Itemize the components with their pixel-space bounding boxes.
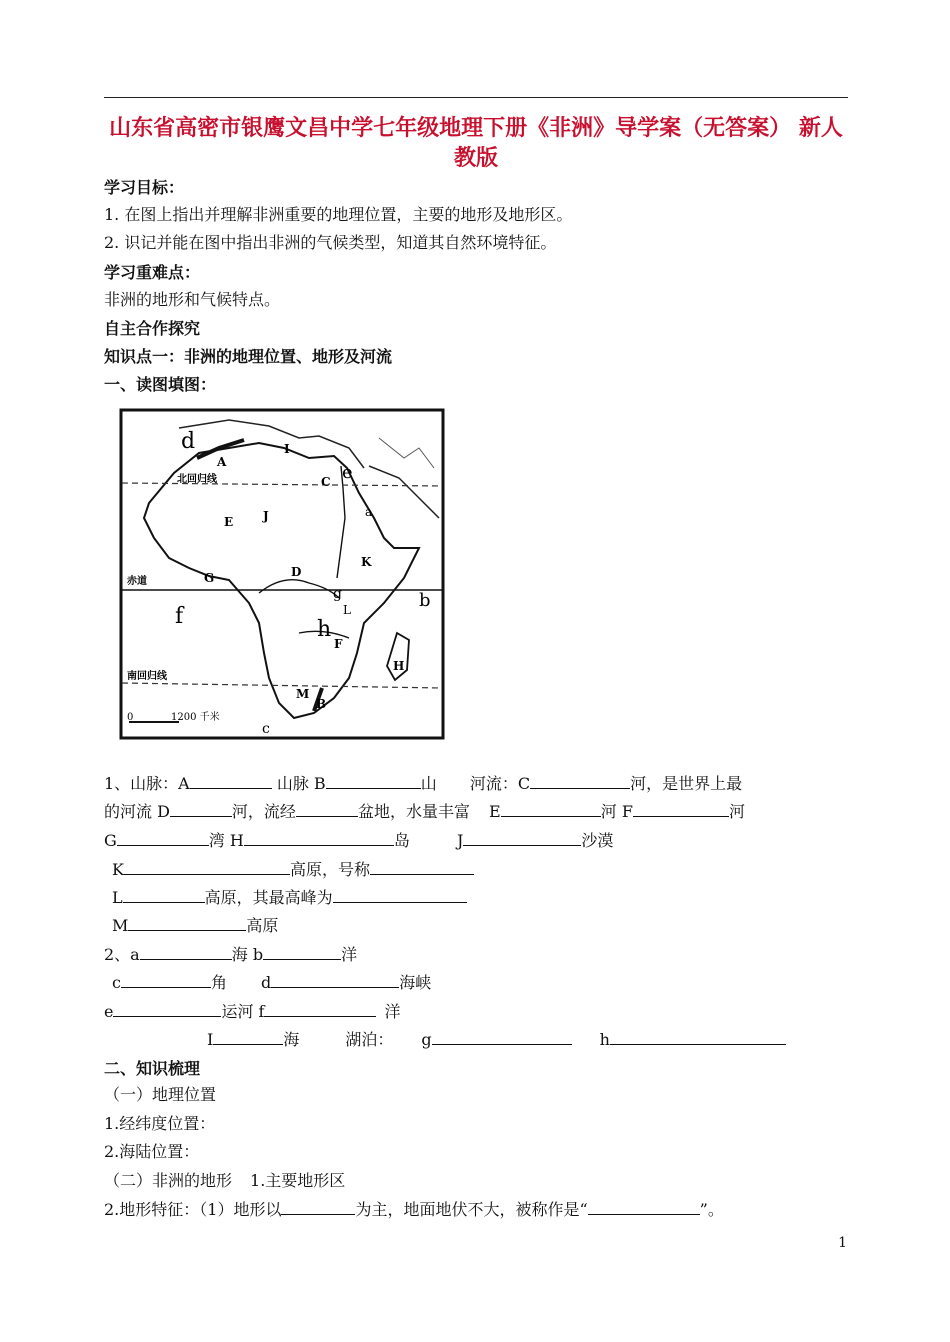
blank-L[interactable] xyxy=(123,886,205,903)
map-label-G: G xyxy=(204,571,215,585)
q2-line4: I 海 湖泊： g h xyxy=(207,1028,786,1051)
q1-line4: K 高原，号称 xyxy=(112,858,474,881)
map-label-c: c xyxy=(262,721,270,737)
q1-line1: 1、山脉：A 山脉 B 山 河流：C 河，是世界上最 xyxy=(104,774,743,793)
blank-b[interactable] xyxy=(263,943,341,960)
blank-K[interactable] xyxy=(124,858,290,875)
blank-D[interactable] xyxy=(170,800,232,817)
section2-sub1: （一）地理位置 xyxy=(104,1085,217,1104)
map-label-g: g xyxy=(333,586,342,602)
africa-map xyxy=(119,408,445,740)
map-label-C: C xyxy=(321,475,331,489)
tropic-south-label: 南回归线 xyxy=(127,671,167,682)
objective-1: 1. 在图上指出并理解非洲重要的地理位置，主要的地形及地形区。 xyxy=(104,205,573,224)
map-label-I: I xyxy=(284,442,290,456)
tropic-north-label: 北回归线 xyxy=(177,474,217,485)
blank-J[interactable] xyxy=(463,829,581,846)
objective-2: 2. 识记并能在图中指出非洲的气候类型，知道其自然环境特征。 xyxy=(104,233,557,252)
blank-terrain[interactable] xyxy=(281,1198,355,1215)
map-label-A: A xyxy=(217,455,227,469)
q2-line1: 2、a 海 b 洋 xyxy=(104,945,358,964)
map-label-E: E xyxy=(224,515,234,529)
blank-K-nickname[interactable] xyxy=(370,858,474,875)
read-map-heading: 一、读图填图： xyxy=(104,375,217,394)
section2-heading: 二、知识梳理 xyxy=(104,1059,201,1078)
difficulty-heading: 学习重难点： xyxy=(104,263,201,282)
blank-nickname[interactable] xyxy=(588,1198,700,1215)
blank-E[interactable] xyxy=(501,800,601,817)
scale-label: 1200 千米 xyxy=(171,712,220,723)
blank-C[interactable] xyxy=(530,772,630,789)
map-label-d: d xyxy=(181,429,196,454)
map-label-K: K xyxy=(361,555,372,569)
map-label-B: B xyxy=(316,697,327,711)
blank-a[interactable] xyxy=(140,943,232,960)
page-title: 山东省高密市银鹰文昌中学七年级地理下册《非洲》导学案（无答案） 新人教版 xyxy=(109,116,843,171)
blank-f[interactable] xyxy=(264,1000,376,1017)
equator-label: 赤道 xyxy=(127,576,147,587)
blank-G[interactable] xyxy=(117,829,209,846)
q2-line3: e 运河 f 洋 xyxy=(104,1002,401,1021)
map-label-f: f xyxy=(175,604,184,629)
section2-sub2: （二）非洲的地形 1.主要地形区 xyxy=(104,1171,346,1190)
blank-I[interactable] xyxy=(213,1028,283,1045)
blank-L-peak[interactable] xyxy=(333,886,467,903)
difficulty-text: 非洲的地形和气候特点。 xyxy=(104,290,281,309)
blank-d[interactable] xyxy=(271,971,399,988)
blank-B[interactable] xyxy=(326,772,421,789)
blank-g[interactable] xyxy=(432,1028,572,1045)
blank-c[interactable] xyxy=(121,971,211,988)
blank-e[interactable] xyxy=(113,1000,221,1017)
section2-terrain: 2.地形特征：（1）地形以 为主，地面地伏不大，被称作是“ ”。 xyxy=(104,1200,724,1219)
blank-h[interactable] xyxy=(610,1028,786,1045)
map-label-H: H xyxy=(393,659,405,673)
map-label-a: a xyxy=(365,505,373,519)
q1-line2: 的河流 D 河，流经 盆地，水量丰富 E 河 F 河 xyxy=(104,802,745,821)
map-label-F: F xyxy=(334,637,343,651)
map-label-h: h xyxy=(317,617,332,642)
section2-item1: 1.经纬度位置： xyxy=(104,1114,216,1133)
blank-F[interactable] xyxy=(633,800,729,817)
scale-zero: 0 xyxy=(127,712,134,723)
knowledge-point-heading: 知识点一：非洲的地理位置、地形及河流 xyxy=(104,347,393,366)
blank-basin[interactable] xyxy=(296,800,358,817)
map-label-L: L xyxy=(343,603,351,617)
page-number: 1 xyxy=(838,1235,847,1251)
map-label-D: D xyxy=(291,565,302,579)
q1-line3: G 湾 H 岛 J 沙漠 xyxy=(104,831,614,850)
blank-M[interactable] xyxy=(128,914,246,931)
map-label-e: e xyxy=(342,462,353,483)
top-rule xyxy=(104,97,848,98)
section2-item2: 2.海陆位置： xyxy=(104,1142,200,1161)
objectives-heading: 学习目标： xyxy=(104,178,185,197)
explore-heading: 自主合作探究 xyxy=(104,319,201,338)
q1-line5: L 高原，其最高峰为 xyxy=(112,886,467,909)
blank-A[interactable] xyxy=(190,772,272,789)
map-label-b: b xyxy=(419,590,431,611)
q2-line2: c 角 d 海峡 xyxy=(112,973,432,992)
map-label-M: M xyxy=(296,687,310,701)
q1-line6: M 高原 xyxy=(112,916,279,935)
map-label-J: J xyxy=(263,509,269,523)
blank-H[interactable] xyxy=(244,829,394,846)
